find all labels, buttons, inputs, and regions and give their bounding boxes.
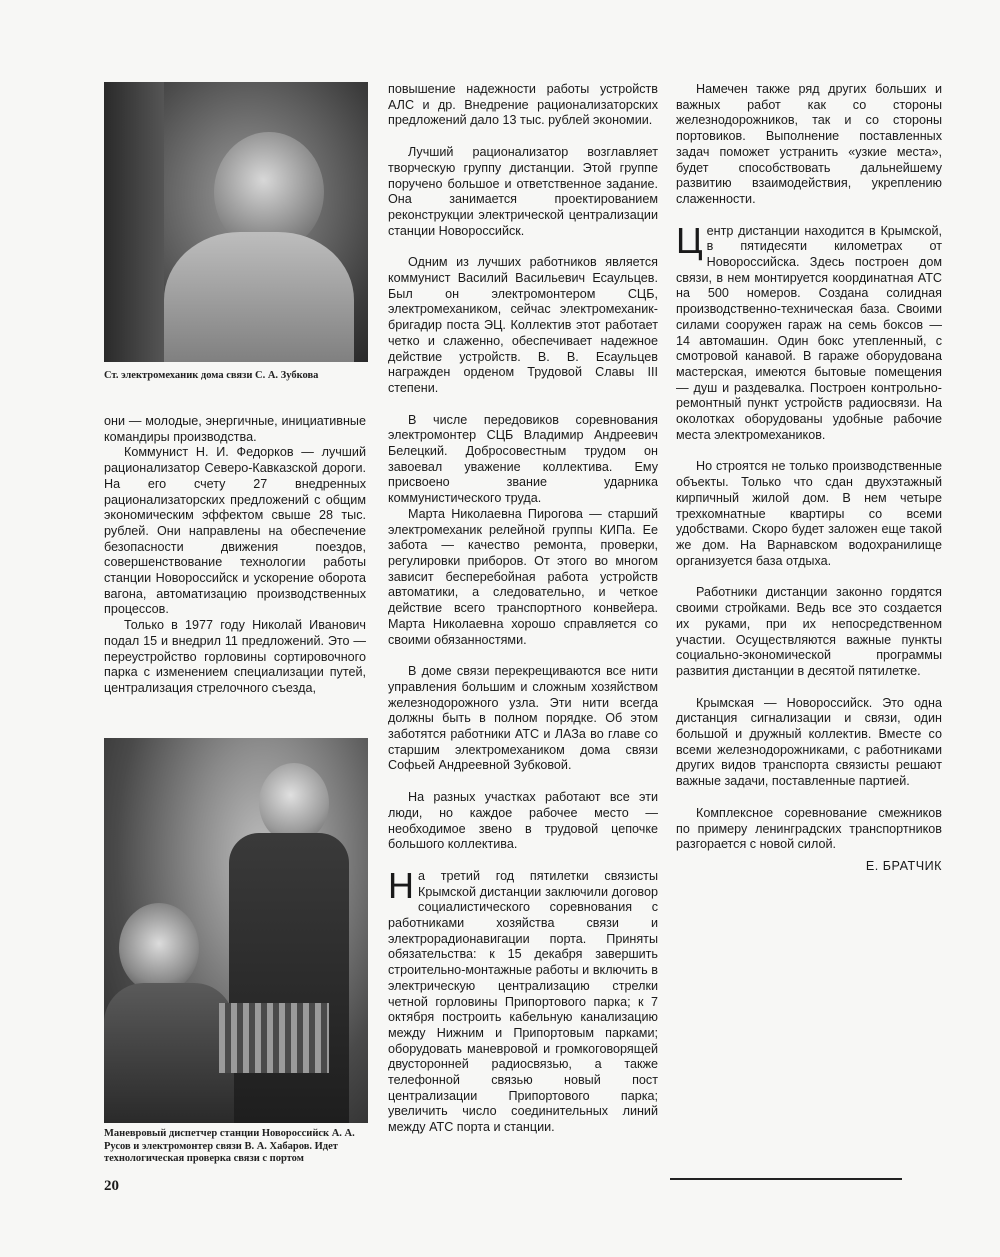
page-number: 20 [104,1178,119,1194]
shoulders-shape [164,232,354,362]
paragraph: повышение надежности работы устройств АЛС и др. Внедрение рационализаторских предложений дало 13 тыс. рублей экономии. [388,82,658,128]
standing-man-body [229,833,349,1123]
paragraph: Работники дистанции законно гордятся своими стройками. Ведь все это создается их руками, при их непосредственном участии. Осуществляются важные пункты социально-экономической программы развития дистанции в десятой пятилетке. [676,585,942,678]
paragraph: На разных участках работают все эти люди, но каждое рабочее место — необходимое звено в трудовой цепочке большого коллектива. [388,790,658,852]
text-column-1 [104,414,366,697]
text-column-2 [388,82,658,1136]
paragraph: В числе передовиков соревнования электромонтер СЦБ Владимир Андреевич Белецкий. Добросовестным трудом он завоевал уважение коллектива. Ему присвоено звание ударника коммунистического труда. [388,412,658,506]
text-column-3 [676,82,942,875]
control-console [219,1003,329,1073]
dropcap: Ц [676,219,703,261]
photo-caption-bottom: Маневровый диспетчер станции Новороссийск А. А. Русов и электромонтер связи В. А. Хабаров. Идет технологическая проверка связи с портом [104,1128,355,1164]
paragraph: Комплексное соревнование смежников по примеру ленинградских транспортников разгорается с новой силой. [676,805,942,852]
seated-man-body [104,983,234,1123]
paragraph: Марта Николаевна Пирогова — старший электромеханик релейной группы КИПа. Ее забота — качество ремонта, проверки, регулировки приборов. От этого во многом зависит бесперебойная работа устройств автоматики, а следовательно, и четкое действие всего транспортного конвейера. Марта Николаевна хорошо справляется со своими обязанностями. [388,506,658,647]
paragraph: Одним из лучших работников является коммунист Василий Васильевич Есаульцев. Был он электромонтером СЦБ, электромехаником, сейчас электромеханик-бригадир поста ЭЦ. Коллектив этот работает четко и слаженно, обеспечивает надежное действие устройств. В. В. Есаульцев награжден орденом Трудовой Славы III степени. [388,255,658,395]
photo-caption-top: Ст. электромеханик дома связи С. А. Зубкова [104,370,319,381]
paragraph: Лучший рационализатор возглавляет творческую группу дистанции. Этой группе поручено большое и ответственное задание. Она занимается проектированием реконструкции электрической централизации станции Новороссийск. [388,145,658,238]
paragraph-dropcap: На третий год пятилетки связисты Крымской дистанции заключили договор социалистического соревнования с работниками хозяйства связи и электрорадионавигации порта. Приняты обязательства: к 15 декабря завершить строительно-монтажные работы и включить в электрическую централизацию стрелки четной горловины Припортового парка; к 7 октября построить кабельную канализацию между Нижним и Припортовым парками; оборудовать маневровой и громкоговорящей двусторонней радиосвязью, а также телефонной связью новый пост централизации Припортового парка; увеличить число соединительных линий между АТС порта и станции. [388,864,658,1135]
seated-man-head [119,903,199,993]
standing-man-head [259,763,329,843]
dropcap: Н [388,864,414,906]
paragraph: В доме связи перекрещиваются все нити управления большим и сложным хозяйством железнодорожного узла. Эти нити всегда должны быть в полном порядке. Об этом заботятся работники АТС и ЛАЗа во главе со старшим электромехаником дома связи Софьей Андреевной Зубковой. [388,664,658,773]
author-signature: Е. БРАТЧИК [865,858,942,873]
footer-rule [670,1178,902,1180]
paragraph: Только в 1977 году Николай Иванович подал 15 и внедрил 11 предложений. Это — переустройство горловины сортировочного парка с изменением специализации путей, централизация стрелочного съезда, [104,618,366,695]
paragraph: Намечен также ряд других больших и важных работ как со стороны железнодорожников, так и со стороны портовиков. Выполнение поставленных задач поможет устранить «узкие места», будет способствовать дальнейшему развитию взаимодействия, укреплению слаженности. [676,82,942,206]
photo-zubkova [104,82,368,362]
paragraph: Коммунист Н. И. Федорков — лучший рационализатор Северо-Кавказской дороги. На его счету 27 внедренных рационализаторских предложений с общим экономическим эффектом свыше 28 тыс. рублей. Они направлены на обеспечение безопасности движения поездов, совершенствование технологии работы станции Новороссийск и ускорение оборота вагона, автоматизацию производственных процессов. [104,445,366,617]
paragraph: Крымская — Новороссийск. Это одна дистанция сигнализации и связи, один большой и дружный коллектив. Вместе со всеми железнодорожниками, с работниками других видов транспорта связисты решают важные задачи, поставленные партией. [676,695,942,789]
equipment-panel [104,82,164,362]
paragraph: Но строятся не только производственные объекты. Только что сдан двухэтажный кирпичный жилой дом. В нем четыре трехкомнатные квартиры со всеми удобствами. Скоро будет заложен еще такой же дом. На Варнавском водохранилище организуется база отдыха. [676,459,942,568]
photo-dispatchers [104,738,368,1123]
paragraph: они — молодые, энергичные, инициативные командиры производства. [104,414,366,444]
paragraph-dropcap: Центр дистанции находится в Крымской, в пятидесяти километрах от Новороссийска. Здесь построен дом связи, в нем монтируется координатная АТС на 500 номеров. Создана солидная производственно-техническая база. Своими силами сооружен гараж на семь боксов — 14 автомашин. Один бокс утепленный, с смотровой канавой. В гараже оборудована мастерская, имеются бытовые помещения — душ и раздевалка. Построен контрольно-ремонтный пункт устройств радиосвязи. На околотках оборудованы удобные рабочие места электромехаников. [676,219,942,442]
